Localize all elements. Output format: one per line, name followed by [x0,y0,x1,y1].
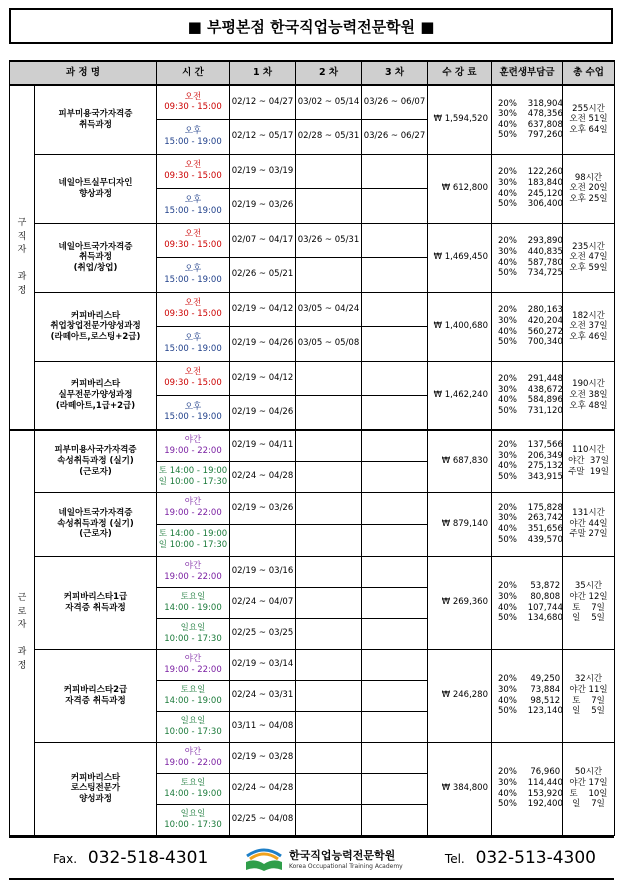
table-row [10,492,615,524]
session-3-dates [362,556,428,587]
course-name: 피부미용사국가자격증 속성취득과정 (실기) (근로자) [35,430,157,492]
session-2-dates [296,711,362,742]
session-1-dates: 02/19 ~ 03/19 [230,154,296,188]
class-time: 야간 19:00 - 22:00 [157,742,230,773]
table-row [10,292,615,326]
session-2-dates [296,649,362,680]
table-row [10,649,615,680]
class-time: 오전 09:30 - 15:00 [157,361,230,395]
session-2-dates [296,680,362,711]
header-fee: 수 강 료 [428,61,492,85]
class-time: 토 14:00 - 19:00 일 10:00 - 17:30 [157,524,230,556]
class-time: 오전 09:30 - 15:00 [157,292,230,326]
session-2-dates [296,773,362,804]
trainee-share-list: 20% 293,890 30% 440,835 40% 587,780 50% 734,725 [492,223,563,292]
total-hours: 255시간 오전 51일 오후 64일 [563,85,615,154]
tuition-fee: ₩ 879,140 [428,492,492,556]
course-name: 네일아트국가자격증 속성취득과정 (실기) (근로자) [35,492,157,556]
course-name: 커피바리스타2급 자격증 취득과정 [35,649,157,742]
tuition-fee: ₩ 1,469,450 [428,223,492,292]
class-time: 토요일 14:00 - 19:00 [157,680,230,711]
session-1-dates: 02/12 ~ 04/27 [230,85,296,119]
table-row [10,85,615,119]
session-3-dates: 03/26 ~ 06/27 [362,119,428,154]
header-session-3: 3 차 [362,61,428,85]
session-3-dates [362,492,428,524]
session-1-dates: 02/24 ~ 04/07 [230,587,296,618]
logo-korean-name: 한국직업능력전문학원 [289,848,396,862]
session-2-dates [296,587,362,618]
trainee-share-list: 20% 137,566 30% 206,349 40% 275,132 50% 343,915 [492,430,563,492]
course-name: 커피바리스타 실무전문가양성과정 (라떼아트,1급+2급) [35,361,157,430]
trainee-share-list: 20% 175,828 30% 263,742 40% 351,656 50% 439,570 [492,492,563,556]
session-2-dates [296,492,362,524]
table-row [10,361,615,395]
class-time: 토요일 14:00 - 19:00 [157,587,230,618]
table-row [10,223,615,257]
class-time: 오후 15:00 - 19:00 [157,188,230,223]
session-1-dates: 02/25 ~ 03/25 [230,618,296,649]
academy-logo [243,844,403,872]
course-name: 피부미용국가자격증 취득과정 [35,85,157,154]
session-1-dates: 02/19 ~ 04/12 [230,292,296,326]
contact-footer [9,836,614,880]
class-time: 오전 09:30 - 15:00 [157,85,230,119]
class-time: 일요일 10:00 - 17:30 [157,804,230,835]
class-time: 야간 19:00 - 22:00 [157,556,230,587]
tuition-fee: ₩ 246,280 [428,649,492,742]
session-1-dates: 02/19 ~ 03/14 [230,649,296,680]
trainee-share-list: 20% 318,904 30% 478,356 40% 637,808 50% 797,260 [492,85,563,154]
session-2-dates: 02/28 ~ 05/31 [296,119,362,154]
session-2-dates [296,257,362,292]
total-hours: 190시간 오전 38일 오후 48일 [563,361,615,430]
course-name: 커피바리스타1급 자격증 취득과정 [35,556,157,649]
header-trainee-share: 훈련생부담금 [492,61,563,85]
session-1-dates: 02/19 ~ 04/26 [230,395,296,430]
session-3-dates [362,742,428,773]
session-3-dates [362,524,428,556]
session-2-dates [296,742,362,773]
session-3-dates [362,711,428,742]
header-course-name: 과 정 명 [10,61,157,85]
session-2-dates [296,618,362,649]
class-time: 토요일 14:00 - 19:00 [157,773,230,804]
session-1-dates: 02/19 ~ 04/11 [230,430,296,461]
course-name: 네일아트실무디자인 향상과정 [35,154,157,223]
tuition-fee: ₩ 269,360 [428,556,492,649]
tel-value: 032-513-4300 [475,848,596,868]
session-2-dates [296,154,362,188]
open-book-logo-icon [243,844,285,872]
header-total-hours: 총 수업 [563,61,615,85]
session-2-dates [296,188,362,223]
session-2-dates: 03/26 ~ 05/31 [296,223,362,257]
course-schedule-table [9,60,615,836]
session-1-dates: 02/19 ~ 04/12 [230,361,296,395]
course-name: 커피바리스타 로스팅전문가 양성과정 [35,742,157,835]
class-time: 야간 19:00 - 22:00 [157,492,230,524]
session-3-dates [362,587,428,618]
trainee-share-list: 20% 280,163 30% 420,204 40% 560,272 50% 700,340 [492,292,563,361]
total-hours: 98시간 오전 20일 오후 25일 [563,154,615,223]
table-header-row [10,61,615,85]
trainee-share-list: 20% 49,250 30% 73,884 40% 98,512 50% 123,140 [492,649,563,742]
class-time: 일요일 10:00 - 17:30 [157,711,230,742]
session-2-dates: 03/05 ~ 05/08 [296,326,362,361]
course-name: 네일아트국가자격증 취득과정 (취업/창업) [35,223,157,292]
class-time: 토 14:00 - 19:00 일 10:00 - 17:30 [157,461,230,492]
table-row [10,742,615,773]
session-3-dates: 03/26 ~ 06/07 [362,85,428,119]
class-time: 오후 15:00 - 19:00 [157,395,230,430]
session-2-dates: 03/05 ~ 04/24 [296,292,362,326]
session-3-dates [362,257,428,292]
session-1-dates: 02/26 ~ 05/21 [230,257,296,292]
session-2-dates [296,361,362,395]
total-hours: 110시간 야간 37일 주말 19일 [563,430,615,492]
session-1-dates: 02/24 ~ 03/31 [230,680,296,711]
session-2-dates [296,556,362,587]
session-1-dates: 02/19 ~ 03/26 [230,188,296,223]
session-1-dates: 02/07 ~ 04/17 [230,223,296,257]
total-hours: 182시간 오전 37일 오후 46일 [563,292,615,361]
session-1-dates: 03/11 ~ 04/08 [230,711,296,742]
class-time: 야간 19:00 - 22:00 [157,430,230,461]
class-time: 일요일 10:00 - 17:30 [157,618,230,649]
fax-label: Fax. [53,852,78,866]
tuition-fee: ₩ 384,800 [428,742,492,835]
class-time: 오후 15:00 - 19:00 [157,326,230,361]
header-time: 시 간 [157,61,230,85]
session-3-dates [362,618,428,649]
table-row [10,430,615,461]
total-hours: 35시간 야간 12일 토 7일 일 5일 [563,556,615,649]
session-2-dates [296,395,362,430]
trainee-share-list: 20% 122,260 30% 183,840 40% 245,120 50% 306,400 [492,154,563,223]
tuition-fee: ₩ 1,400,680 [428,292,492,361]
session-3-dates [362,223,428,257]
session-3-dates [362,154,428,188]
header-session-2: 2 차 [296,61,362,85]
session-3-dates [362,649,428,680]
session-2-dates [296,461,362,492]
session-1-dates: 02/19 ~ 03/26 [230,492,296,524]
class-time: 오후 15:00 - 19:00 [157,257,230,292]
session-3-dates [362,680,428,711]
table-row [10,154,615,188]
session-2-dates: 03/02 ~ 05/14 [296,85,362,119]
session-3-dates [362,804,428,835]
session-1-dates: 02/19 ~ 03/16 [230,556,296,587]
class-time: 야간 19:00 - 22:00 [157,649,230,680]
tuition-fee: ₩ 1,594,520 [428,85,492,154]
total-hours: 32시간 야간 11일 토 7일 일 5일 [563,649,615,742]
header-session-1: 1 차 [230,61,296,85]
tuition-fee: ₩ 1,462,240 [428,361,492,430]
session-3-dates [362,292,428,326]
session-2-dates [296,430,362,461]
total-hours: 50시간 야간 17일 토 10일 일 7일 [563,742,615,835]
logo-english-name: Korea Occupational Training Academy [289,862,403,870]
session-3-dates [362,326,428,361]
total-hours: 235시간 오전 47일 오후 59일 [563,223,615,292]
section-label: 근 로 자 과 정 [10,430,35,835]
tel-number [445,848,596,868]
tuition-fee: ₩ 612,800 [428,154,492,223]
fax-number [53,848,208,868]
session-3-dates [362,773,428,804]
table-row [10,556,615,587]
session-1-dates: 02/19 ~ 04/26 [230,326,296,361]
trainee-share-list: 20% 53,872 30% 80,808 40% 107,744 50% 134,680 [492,556,563,649]
fax-value: 032-518-4301 [87,848,209,868]
trainee-share-list: 20% 291,448 30% 438,672 40% 584,896 50% 731,120 [492,361,563,430]
page-title: ■ 부평본점 한국직업능력전문학원 ■ [9,8,613,44]
session-3-dates [362,395,428,430]
session-3-dates [362,188,428,223]
session-3-dates [362,361,428,395]
course-name: 커피바리스타 취업창업전문가양성과정 (라떼아트,로스팅+2급) [35,292,157,361]
session-2-dates [296,804,362,835]
tel-label: Tel. [444,852,465,866]
section-label: 구 직 자 과 정 [10,85,35,430]
class-time: 오전 09:30 - 15:00 [157,223,230,257]
tuition-fee: ₩ 687,830 [428,430,492,492]
session-1-dates: 02/25 ~ 04/08 [230,804,296,835]
class-time: 오후 15:00 - 19:00 [157,119,230,154]
session-1-dates: 02/19 ~ 03/28 [230,742,296,773]
total-hours: 131시간 야간 44일 주말 27일 [563,492,615,556]
session-2-dates [296,524,362,556]
session-1-dates: 02/24 ~ 04/28 [230,773,296,804]
trainee-share-list: 20% 76,960 30% 114,440 40% 153,920 50% 192,400 [492,742,563,835]
session-1-dates [230,524,296,556]
session-3-dates [362,430,428,461]
session-1-dates: 02/24 ~ 04/28 [230,461,296,492]
session-1-dates: 02/12 ~ 05/17 [230,119,296,154]
class-time: 오전 09:30 - 15:00 [157,154,230,188]
session-3-dates [362,461,428,492]
